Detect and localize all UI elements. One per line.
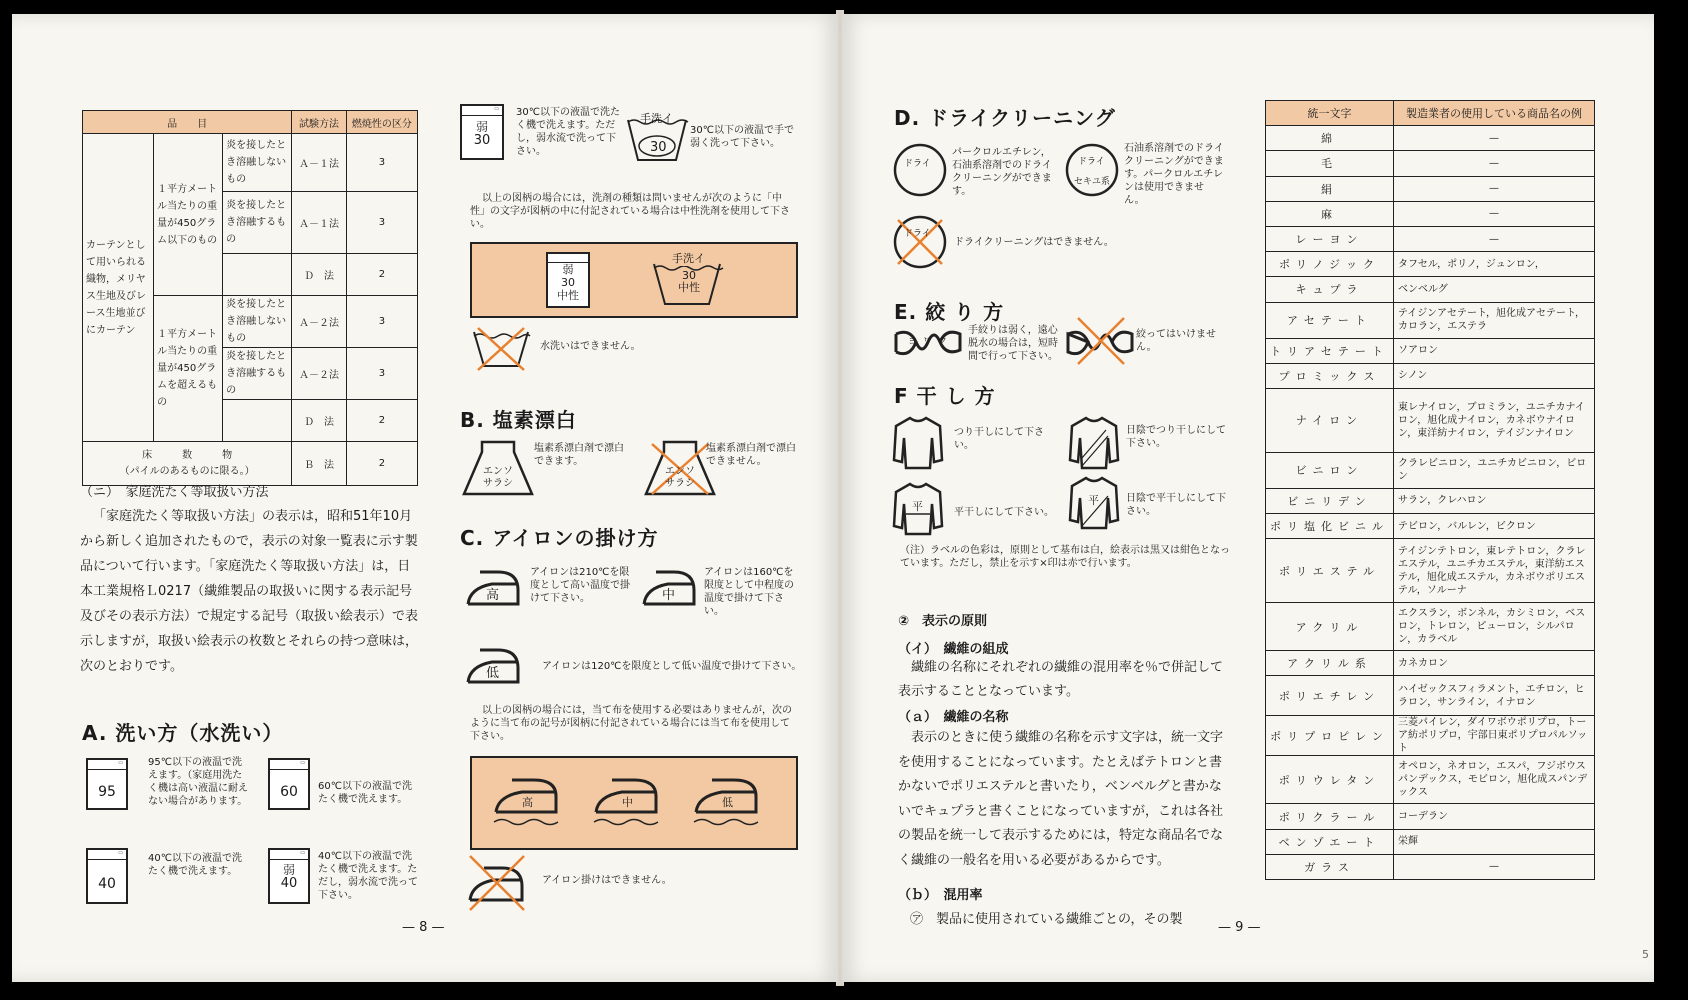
fiber-name-cell: プロミックス [1266,363,1394,388]
table1-group1: １平方メートル当たりの重量が450グラム以下のもの [154,134,223,296]
neutral-hand-label: 手洗イ [672,252,705,265]
composition-body: 繊維の名称にそれぞれの繊維の混用率を％で併記して表示することとなっています。 [898,660,1224,699]
table2-row [1266,176,1595,201]
brand-example-cell: タフセル，ポリノ，ジュンロン， [1394,252,1595,277]
hang-dry-icon [892,414,944,470]
brand-example-cell: 三菱パイレン，ダイワボウポリプロ，トーア紡ポリプロ，宇部日東ポリプロパルソット [1394,716,1595,756]
page-number-9: — 9 — [1218,920,1261,935]
table2-row [1266,854,1595,879]
table2-row [1266,804,1595,829]
brand-example-cell: テイジンアセテート，旭化成アセテート，カロラン，エステラ [1394,302,1595,338]
fiber-name-cell: キュプラ [1266,277,1394,302]
brand-example-cell: — [1394,126,1595,151]
no-dry-clean-icon [892,214,948,270]
wash-symbol-neutral: 弱 30 中性 [546,252,590,308]
brand-example-cell: 栄輝 [1394,829,1595,854]
fiber-name-cell: ポリノジック [1266,252,1394,277]
fiber-name-cell: ベンゾエート [1266,829,1394,854]
no-wring-icon [1064,316,1136,366]
table1-method: Ｄ 法 [292,400,347,442]
neutral-note: 以上の図柄の場合には，洗剤の種類は問いませんが次のように「中性」の文字が図柄の中に付記されている場合は中性洗剤を使用して下さい。 [470,193,790,230]
table2-row [1266,388,1595,452]
fiber-name-cell: ポリ塩化ビニル [1266,514,1394,539]
brand-example-cell: サラン，クレハロン [1394,488,1595,513]
bleach-no-text: 塩素系漂白剤で漂白できません。 [706,443,796,467]
table2-row [1266,151,1595,176]
brand-example-cell: ベンベルグ [1394,277,1595,302]
brand-example-cell: クラレビニロン，ユニチカビニロン，ビロン [1394,452,1595,488]
table2-header-name: 統一文字 [1266,101,1394,126]
fiber-name-cell: 絹 [1266,176,1394,201]
handwash-temp: 30 [650,140,667,155]
table2-row [1266,676,1595,716]
table2-row [1266,201,1595,226]
shade-hang-dry-text: 日陰でつり干しにして下さい。 [1126,425,1226,449]
wash-weak-30-text: 30℃以下の液温で洗たく機で洗えます。ただし，弱水流で洗って下さい。 [516,107,620,157]
table2-row [1266,514,1595,539]
fiber-name-cell: 麻 [1266,201,1394,226]
table2-row [1266,226,1595,251]
right-page [842,14,1654,982]
table2-row [1266,716,1595,756]
no-wring-text: 絞ってはいけません。 [1136,329,1216,353]
table1-grade: 2 [346,442,417,486]
wring-text: 手絞りは弱く，遠心脱水の場合は，短時間で行って下さい。 [968,325,1058,362]
table1-cond: 炎を接したとき溶融するもの [223,192,292,254]
page-number-8: — 8 — [402,920,445,935]
brand-example-cell: — [1394,176,1595,201]
handwash-label: 手洗イ [640,112,673,125]
table1-cond: 炎を接したとき溶融するもの [223,348,292,400]
table1-grade: 2 [346,254,417,296]
brand-example-cell: テイジンテトロン，東レテトロン，クラレエステル，ユニチカエステル，東洋紡エステル，旭化成エステル，カネボウポリエステル，ソルーナ [1394,539,1595,603]
fiber-name-cell: アセテート [1266,302,1394,338]
shade-hang-dry-icon [1068,414,1120,470]
wash-symbol-95: ▭ 95 [86,758,128,810]
brand-example-cell: テビロン，バルレン，ビクロン [1394,514,1595,539]
bleach-label: エンソ サラシ [483,466,513,489]
neutral-detergent-box [470,242,798,318]
hang-dry-text: つり干しにして下さい。 [954,427,1044,451]
section-ni-title: （ニ） 家庭洗たく等取扱い方法 [80,485,269,500]
fiber-name-cell: ガラス [1266,854,1394,879]
no-iron-icon [464,852,530,914]
dry-clean-label: ドライ [904,159,931,169]
iron-medium-text: アイロンは160℃を限度として中程度の温度で掛けて下さい。 [704,567,794,617]
table1-header-method: 試験方法 [292,111,347,134]
iron-low-text: アイロンは120℃を限度として低い温度で掛けて下さい。 [542,661,802,672]
handwash-text: 30℃以下の液温で手で弱く洗って下さい。 [690,125,794,149]
table1-category: カーテンとして用いられる織物，メリヤス生地及びレース生地並びにカーテン [83,134,154,442]
fiber-name-cell: トリアセテート [1266,338,1394,363]
table2-header-example: 製造業者の使用している商品名の例 [1394,101,1595,126]
no-wash-icon [470,324,532,372]
brand-example-cell: — [1394,201,1595,226]
table2-row [1266,302,1595,338]
bleach-ok-text: 塩素系漂白剤で漂白できます。 [534,443,624,467]
brand-example-cell: — [1394,151,1595,176]
wash-95-text: 95℃以下の液温で洗えます。（家庭用洗たく機は高い液温に耐えない場合があります。 [148,757,248,807]
table1-floor-name: 床 数 物 [142,449,233,461]
section-e-title: E. 絞 り 方 [894,300,1005,324]
table2-row [1266,126,1595,151]
brand-example-cell: オペロン，ネオロン，エスパ，フジボウスパンデックス，モビロン，旭化成スパンデックス [1394,756,1595,804]
brand-example-cell: カネカロン [1394,651,1595,676]
no-wash-text: 水洗いはできません。 [540,341,641,352]
table1-header-grade: 燃焼性の区分 [346,111,417,134]
corner-mark: 5 [1642,948,1649,961]
shade-flat-dry-text: 日陰で平干しにして下さい。 [1126,493,1226,517]
fiber-name-cell: ポリエチレン [1266,676,1394,716]
table2-row [1266,452,1595,488]
table2-body [1266,126,1595,880]
table2-row [1266,252,1595,277]
fiber-name-cell: ナイロン [1266,388,1394,452]
wring-label: ヨワク [908,337,954,347]
fiber-name-table [1265,100,1595,880]
section-d-title: D. ドライクリーニング [894,106,1116,130]
table2-row [1266,363,1595,388]
table2-row [1266,488,1595,513]
dry-clean-petroleum-label: ドライ [1078,157,1105,167]
no-iron-text: アイロン掛けはできません。 [542,875,672,886]
table2-row [1266,603,1595,651]
no-dry-clean-text: ドライクリーニングはできません。 [954,237,1114,248]
dry-clean-petroleum-sub: セキユ系 [1074,177,1111,187]
table2-row [1266,829,1595,854]
blend-ratio-body: ㋐ 製品に使用されている繊維ごとの，その製 [910,912,1183,927]
fiber-name-body: 表示のときに使う繊維の名称を示す文字は，統一文字を使用することになっています。たとえばテトロンと書かないでポリエステルと書いたり，ベンベルグと書かないでキュプラと書くことになっていますが，これは各社の製品を統一して表示するためには，特定な商品名でなく繊維の一般名を用いる必要があるからです。 [898,730,1224,868]
fiber-name-cell: ポリプロピレン [1266,716,1394,756]
table1-grade: 2 [346,400,417,442]
wash-40-text: 40℃以下の液温で洗たく機で洗えます。 [148,853,242,877]
table2-row [1266,277,1595,302]
brand-example-cell: 東レナイロン，ブロミラン，ユニチカナイロン，旭化成ナイロン，カネボウナイロン，東洋紡ナイロン，テイジンナイロン [1394,388,1595,452]
color-note: （注）ラベルの色彩は，原則として基布は白，絵表示は黒又は紺色となっています。ただし，禁止を示す×印は赤で行います。 [900,545,1230,569]
neutral-hand-values: 30 中性 [678,269,700,294]
cloth-note: 以上の図柄の場合には，当て布を使用する必要はありませんが，次のように当て布の記号が図柄に付記されている場合には当て布を使用して下さい。 [470,705,792,742]
fiber-name-cell: ビニロン [1266,452,1394,488]
blend-ratio-title: （ｂ） 混用率 [898,888,983,903]
brand-example-cell: エクスラン，ボンネル，カシミロン，ベスロン，トレロン，ピューロン，シルパロン，カラベル [1394,603,1595,651]
section-c-title: C. アイロンの掛け方 [460,526,659,550]
fiber-name-cell: 毛 [1266,151,1394,176]
dry-clean-text: パークロルエチレン，石油系溶剤でのドライクリーニングができます。 [952,147,1052,197]
no-dry-clean-label: ドライ [904,229,931,239]
table2-row [1266,756,1595,804]
iron-medium-label: 中 [662,588,676,603]
table1-cond [223,254,292,296]
table1-method: Ａ－２法 [292,296,347,348]
table1-group2: １平方メートル当たりの重量が450グラムを超えるもの [154,296,223,442]
section-b-title: B. 塩素漂白 [460,408,577,432]
cloth-low-label: 低 [722,796,733,809]
fiber-name-cell: アクリル系 [1266,651,1394,676]
fiber-name-cell: ビニリデン [1266,488,1394,513]
dry-clean-icon [892,142,948,198]
fiber-name-title: （ａ） 繊維の名称 [898,710,1009,725]
table1-grade: 3 [346,348,417,400]
dry-clean-petroleum-text: 石油系溶剤でのドライクリーニングができます。パークロルエチレンは使用できません。 [1124,143,1224,206]
pressing-cloth-box [470,756,798,850]
fiber-name-cell: 綿 [1266,126,1394,151]
table1-method: Ｄ 法 [292,254,347,296]
composition-title: （イ） 繊維の組成 [898,642,1009,657]
dry-clean-petroleum-icon [1064,142,1120,198]
no-bleach-label: エンソ サラシ [665,466,695,489]
flammability-table [82,110,418,486]
wash-symbol-weak-30: ▭ 弱 30 [460,104,504,160]
table1-method: Ａ－２法 [292,348,347,400]
table2-row [1266,651,1595,676]
wash-symbol-40: ▭ 40 [86,848,128,904]
wash-symbol-weak-40: ▭ 弱 40 [268,848,310,904]
brand-example-cell: ソアロン [1394,338,1595,363]
table1-method: Ｂ 法 [292,442,347,486]
fiber-name-cell: ポリウレタン [1266,756,1394,804]
brand-example-cell: シノン [1394,363,1595,388]
table1-method: Ａ－１法 [292,192,347,254]
iron-high-label: 高 [486,588,500,603]
table2-row [1266,539,1595,603]
shade-flat-dry-label: 平 [1088,494,1099,507]
flat-dry-label: 平 [912,500,923,513]
table1-grade: 3 [346,192,417,254]
table1-cond: 炎を接したとき溶融しないもの [223,296,292,348]
fiber-name-cell: ポリクラール [1266,804,1394,829]
brand-example-cell: コーデラン [1394,804,1595,829]
table1-floor-note: （パイルのあるものに限る。） [119,465,255,477]
fiber-name-cell: ポリエステル [1266,539,1394,603]
table1-method: Ａ－１法 [292,134,347,192]
section-f-title: F 干 し 方 [894,384,996,408]
cloth-medium-label: 中 [622,796,633,809]
fiber-name-cell: アクリル [1266,603,1394,651]
section-ni-body: 「家庭洗たく等取扱い方法」の表示は，昭和51年10月から新しく追加されたもので，表示の対象一覧表に示す製品について行います。「家庭洗たく等取扱い方法」は，日本工業規格Ｌ0217（繊維製品の取扱いに関する表示記号及びその表示方法）で規定する記号（取扱い絵表示）で表示しますが，取扱い絵表示の枚数とそれらの持つ意味は，次のとおりです。 [80,509,419,674]
brand-example-cell: — [1394,854,1595,879]
iron-high-text: アイロンは210℃を限度として高い温度で掛けて下さい。 [530,567,630,604]
table1-grade: 3 [346,296,417,348]
principle-title: ② 表示の原則 [898,614,988,629]
flat-dry-text: 平干しにして下さい。 [954,507,1054,518]
fiber-name-cell: レーヨン [1266,226,1394,251]
table1-cond [223,400,292,442]
left-page [12,14,838,982]
brand-example-cell: — [1394,226,1595,251]
wash-symbol-60: ▭ 60 [268,758,310,810]
table1-grade: 3 [346,134,417,192]
table1-cond: 炎を接したとき溶融しないもの [223,134,292,192]
brand-example-cell: ハイゼックスフィラメント，エチロン，ヒラロン，サンライン，イナロン [1394,676,1595,716]
table1-header-item: 品 目 [83,111,292,134]
iron-low-label: 低 [486,666,500,681]
wash-60-text: 60℃以下の液温で洗たく機で洗えます。 [318,781,412,805]
wash-weak-40-text: 40℃以下の液温で洗たく機で洗えます。ただし，弱水流で洗って下さい。 [318,851,418,901]
cloth-high-label: 高 [522,796,533,809]
table2-row [1266,338,1595,363]
section-a-title: A. 洗い方（水洗い） [82,721,284,745]
